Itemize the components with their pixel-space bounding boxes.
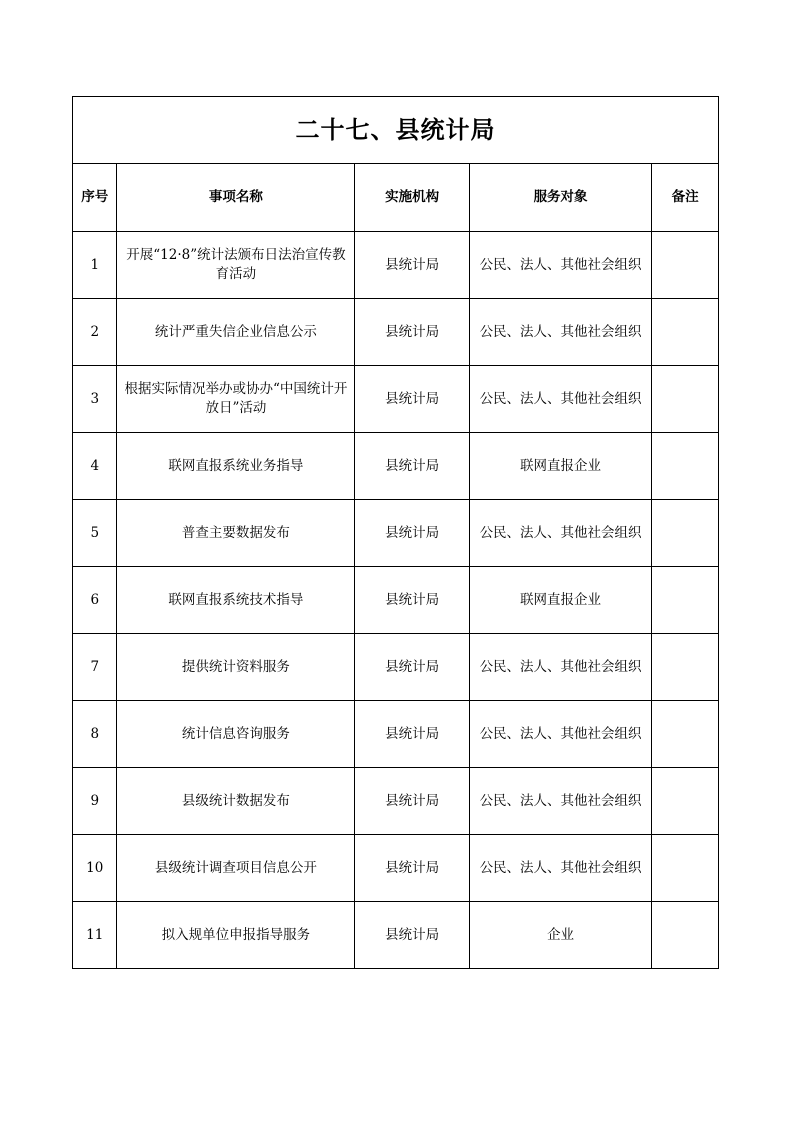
- cell-name: 县级统计调查项目信息公开: [117, 835, 355, 902]
- service-table: [72, 96, 719, 969]
- cell-note: [652, 701, 719, 768]
- cell-target: 公民、法人、其他社会组织: [469, 835, 651, 902]
- cell-target: 公民、法人、其他社会组织: [469, 701, 651, 768]
- cell-org: 县统计局: [355, 567, 470, 634]
- cell-org: 县统计局: [355, 768, 470, 835]
- cell-target: 公民、法人、其他社会组织: [469, 299, 651, 366]
- title-row: [73, 97, 719, 164]
- cell-org: 县统计局: [355, 835, 470, 902]
- table-row: [73, 701, 719, 768]
- header-note: 备注: [652, 164, 719, 232]
- cell-target: 公民、法人、其他社会组织: [469, 366, 651, 433]
- cell-no: 4: [73, 433, 117, 500]
- cell-note: [652, 299, 719, 366]
- cell-note: [652, 366, 719, 433]
- cell-no: 10: [73, 835, 117, 902]
- cell-name: 提供统计资料服务: [117, 634, 355, 701]
- cell-org: 县统计局: [355, 902, 470, 969]
- cell-org: 县统计局: [355, 634, 470, 701]
- cell-name: 根据实际情况举办或协办“中国统计开放日”活动: [117, 366, 355, 433]
- header-row: [73, 164, 719, 232]
- cell-target: 公民、法人、其他社会组织: [469, 232, 651, 299]
- cell-org: 县统计局: [355, 701, 470, 768]
- cell-note: [652, 232, 719, 299]
- cell-name: 县级统计数据发布: [117, 768, 355, 835]
- cell-no: 5: [73, 500, 117, 567]
- cell-name: 开展“12·8”统计法颁布日法治宣传教育活动: [117, 232, 355, 299]
- page-title: 二十七、县统计局: [73, 97, 719, 164]
- table-row: [73, 232, 719, 299]
- cell-no: 3: [73, 366, 117, 433]
- table-row: [73, 299, 719, 366]
- cell-note: [652, 634, 719, 701]
- cell-no: 11: [73, 902, 117, 969]
- cell-target: 公民、法人、其他社会组织: [469, 634, 651, 701]
- header-name: 事项名称: [117, 164, 355, 232]
- cell-target: 公民、法人、其他社会组织: [469, 768, 651, 835]
- cell-no: 2: [73, 299, 117, 366]
- cell-target: 公民、法人、其他社会组织: [469, 500, 651, 567]
- cell-name: 统计信息咨询服务: [117, 701, 355, 768]
- cell-name: 普查主要数据发布: [117, 500, 355, 567]
- cell-note: [652, 902, 719, 969]
- cell-name: 统计严重失信企业信息公示: [117, 299, 355, 366]
- cell-org: 县统计局: [355, 232, 470, 299]
- table-row: [73, 634, 719, 701]
- cell-no: 7: [73, 634, 117, 701]
- cell-org: 县统计局: [355, 299, 470, 366]
- cell-org: 县统计局: [355, 433, 470, 500]
- cell-name: 联网直报系统业务指导: [117, 433, 355, 500]
- cell-no: 1: [73, 232, 117, 299]
- cell-no: 8: [73, 701, 117, 768]
- table-row: [73, 768, 719, 835]
- cell-note: [652, 835, 719, 902]
- table-row: [73, 567, 719, 634]
- cell-note: [652, 500, 719, 567]
- cell-name: 联网直报系统技术指导: [117, 567, 355, 634]
- cell-name: 拟入规单位申报指导服务: [117, 902, 355, 969]
- cell-target: 联网直报企业: [469, 567, 651, 634]
- table-row: [73, 366, 719, 433]
- cell-no: 6: [73, 567, 117, 634]
- header-target: 服务对象: [469, 164, 651, 232]
- header-no: 序号: [73, 164, 117, 232]
- table-row: [73, 835, 719, 902]
- cell-note: [652, 567, 719, 634]
- table-row: [73, 902, 719, 969]
- cell-note: [652, 433, 719, 500]
- cell-note: [652, 768, 719, 835]
- table-row: [73, 500, 719, 567]
- header-org: 实施机构: [355, 164, 470, 232]
- cell-org: 县统计局: [355, 366, 470, 433]
- cell-target: 企业: [469, 902, 651, 969]
- cell-org: 县统计局: [355, 500, 470, 567]
- cell-no: 9: [73, 768, 117, 835]
- table-row: [73, 433, 719, 500]
- cell-target: 联网直报企业: [469, 433, 651, 500]
